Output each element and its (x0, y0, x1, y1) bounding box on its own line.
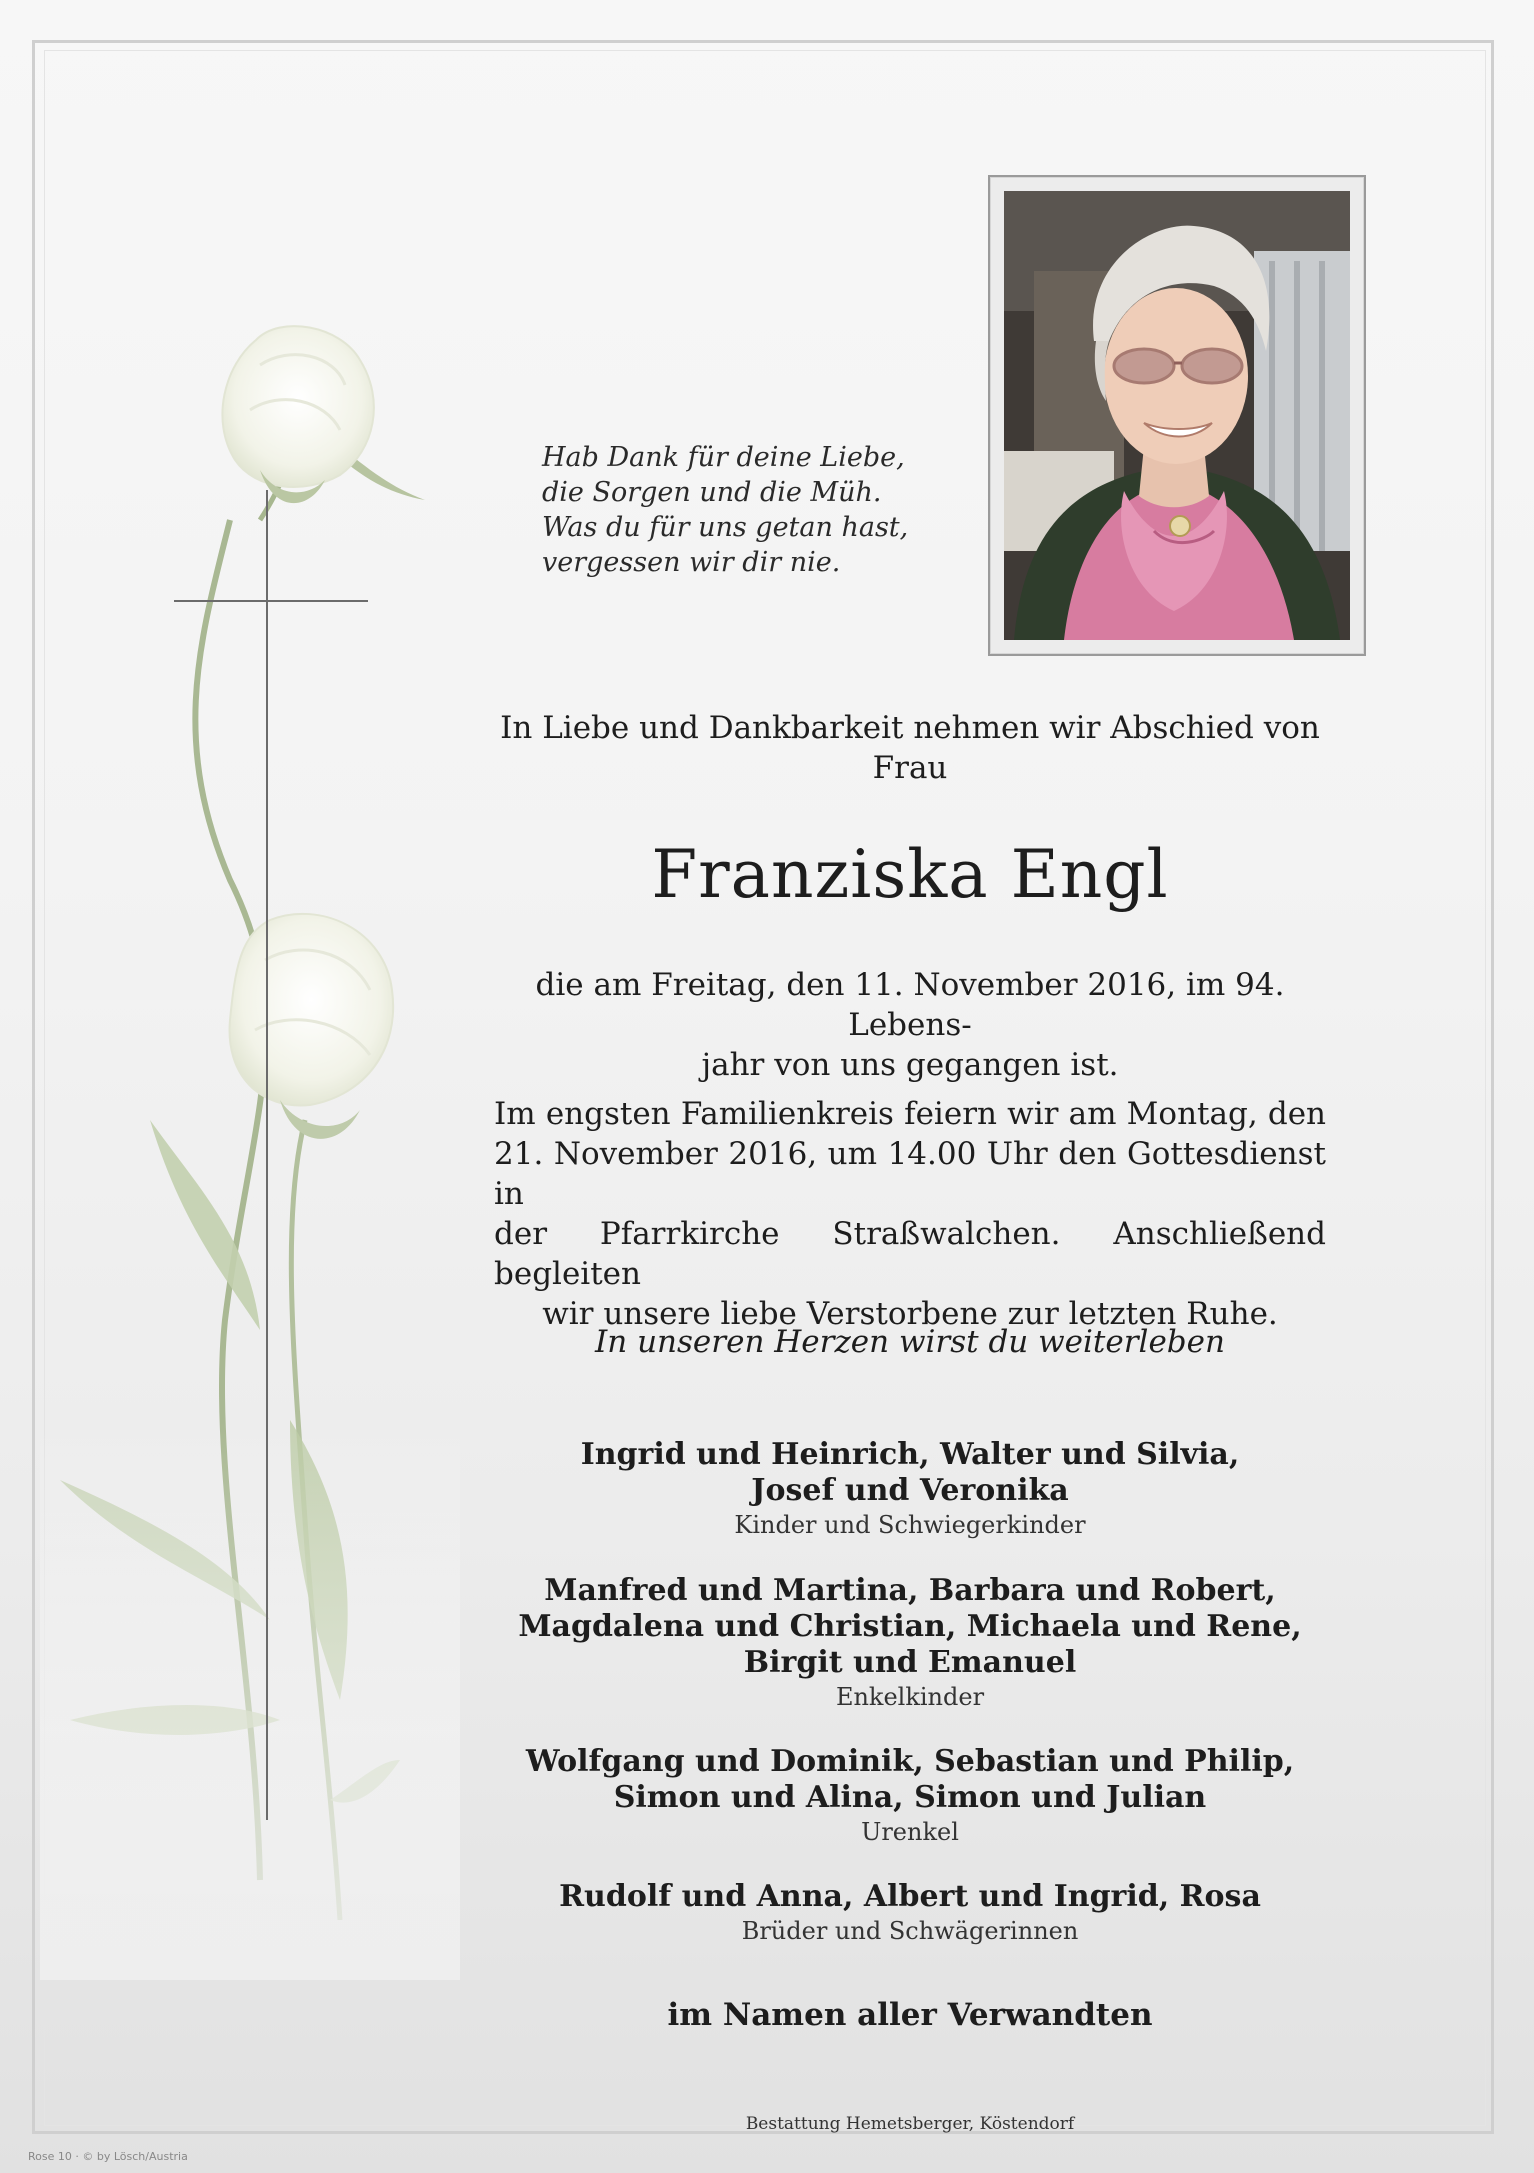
intro-text (480, 708, 1340, 788)
undertaker-credit: Bestattung Hemetsberger, Köstendorf (745, 2114, 1075, 2134)
rose-top (222, 326, 373, 503)
funeral-line: wir unsere liebe Verstorbene zur letzten Ruhe. (542, 1296, 1278, 1332)
intro-title: Frau (872, 750, 948, 786)
mourner-group-grandchildren (480, 1573, 1340, 1713)
mourner-group-great-grandchildren (480, 1744, 1340, 1848)
mourner-names: Rudolf und Anna, Albert und Ingrid, Rosa (559, 1879, 1261, 1914)
verse-line: Hab Dank für deine Liebe, (542, 442, 905, 473)
mourner-names: Simon und Alina, Simon und Julian (613, 1780, 1207, 1815)
funeral-line: Im engsten Familienkreis feiern wir am Montag, den (494, 1096, 1326, 1132)
cross-icon (266, 490, 268, 1820)
portrait-frame (988, 175, 1366, 656)
death-line: jahr von uns gegangen ist. (701, 1047, 1119, 1083)
mourner-role: Enkelkinder (835, 1683, 985, 1711)
cross-bar (174, 600, 368, 602)
mourner-group-siblings (480, 1879, 1340, 1947)
mourner-role: Kinder und Schwiegerkinder (734, 1511, 1086, 1539)
mourner-names: Magdalena und Christian, Michaela und Rene, (518, 1609, 1302, 1644)
motto: In unseren Herzen wirst du weiterleben (595, 1324, 1225, 1360)
rose-bottom (230, 914, 394, 1139)
deceased-name: Franziska Engl (651, 836, 1169, 913)
death-line: die am Freitag, den 11. November 2016, im 94. Lebens- (535, 967, 1285, 1043)
mourner-names: Manfred und Martina, Barbara und Robert, (544, 1573, 1276, 1608)
funeral-line: 21. November 2016, um 14.00 Uhr den Gottesdienst in (494, 1136, 1326, 1212)
intro-line: In Liebe und Dankbarkeit nehmen wir Abschied von (500, 710, 1320, 746)
mourner-role: Brüder und Schwägerinnen (741, 1917, 1079, 1945)
verse-line: die Sorgen und die Müh. (542, 477, 882, 508)
mourner-role: Urenkel (861, 1818, 959, 1846)
funeral-line: der Pfarrkirche Straßwalchen. Anschließend begleiten (494, 1216, 1326, 1292)
mourner-names: Josef und Veronika (751, 1473, 1069, 1508)
death-notice (480, 965, 1340, 1085)
verse-line: vergessen wir dir nie. (542, 547, 841, 578)
mourner-names: Wolfgang und Dominik, Sebastian und Philip, (525, 1744, 1295, 1779)
mourner-names: Birgit und Emanuel (743, 1645, 1077, 1680)
copyright-note: Rose 10 · © by Lösch/Austria (28, 2150, 188, 2163)
portrait-photo (1004, 191, 1350, 640)
closing-line: im Namen aller Verwandten (667, 1997, 1153, 2033)
mourner-group-children (480, 1437, 1340, 1541)
verse-line: Was du für uns getan hast, (542, 512, 909, 543)
white-roses-illustration (40, 320, 460, 1980)
memorial-verse (542, 440, 982, 580)
mourner-names: Ingrid und Heinrich, Walter und Silvia, (580, 1437, 1240, 1472)
funeral-notice (494, 1094, 1326, 1334)
